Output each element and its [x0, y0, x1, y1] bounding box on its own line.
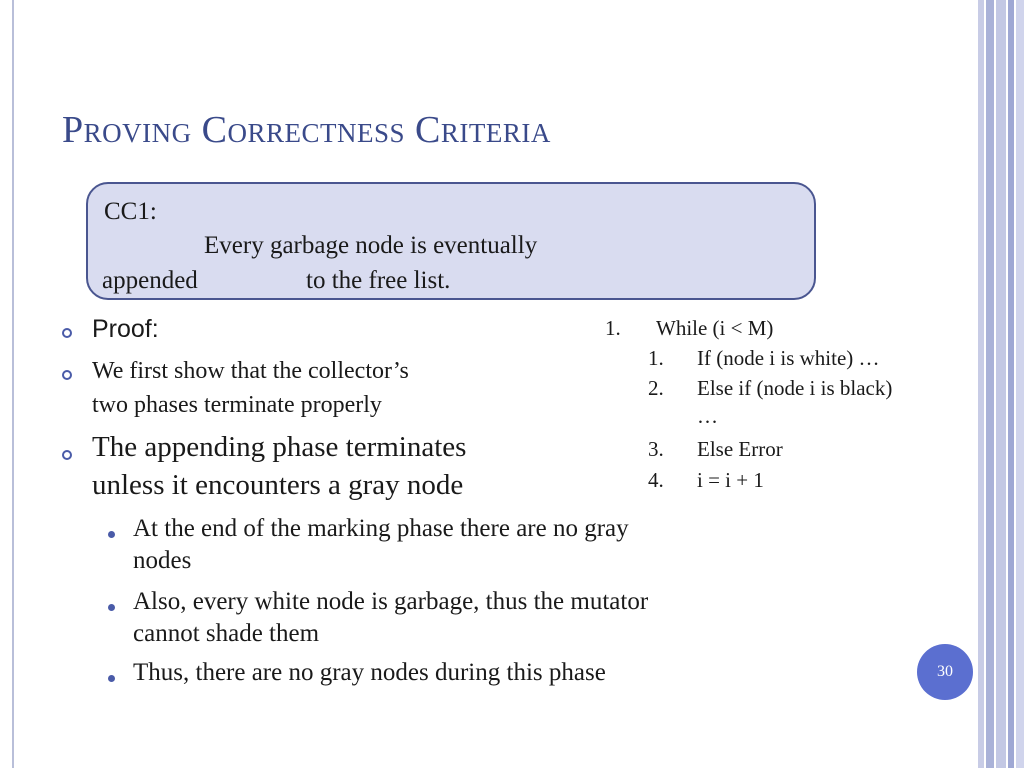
sub-bullet-marker [108, 604, 115, 611]
criteria-label: CC1: [104, 198, 157, 225]
bullet-text-line-1: We first show that the collector’s [92, 358, 409, 384]
bullet-text-line-1: The appending phase terminates [92, 431, 467, 463]
algo-num-1-3: 3. [648, 437, 664, 461]
algo-line-1-3: Else Error [697, 437, 783, 461]
algo-num-1-4: 4. [648, 468, 664, 492]
right-stripe-decoration [978, 0, 1024, 768]
algo-line-1-2-cont: … [697, 404, 718, 428]
algo-line-1: While (i < M) [656, 316, 774, 340]
algo-num-1-2: 2. [648, 376, 664, 400]
sub-bullet-text-line-2: nodes [133, 547, 192, 574]
bullet-marker [62, 328, 72, 338]
slide-title: Proving Correctness Criteria [62, 109, 551, 151]
criteria-line-1: Every garbage node is eventually [204, 232, 538, 259]
bullet-text-line-2: unless it encounters a gray node [92, 469, 464, 501]
bullet-text: Proof: [92, 315, 159, 343]
sub-bullet-text-line-1: Also, every white node is garbage, thus the mutator [133, 588, 649, 615]
bullet-text-line-2: two phases terminate properly [92, 392, 382, 418]
sub-bullet-marker [108, 531, 115, 538]
algo-line-1-2: Else if (node i is black) [697, 376, 893, 400]
algo-num-1-1: 1. [648, 346, 664, 370]
sub-bullet-text-line-1: Thus, there are no gray nodes during this phase [133, 659, 606, 686]
sub-bullet-text-line-1: At the end of the marking phase there are no gray [133, 515, 629, 542]
criteria-box [86, 182, 816, 300]
page-number-badge: 30 [917, 644, 973, 700]
algo-num-1: 1. [605, 316, 621, 340]
criteria-line-2a: appended [102, 267, 198, 294]
sub-bullet-text-line-2: cannot shade them [133, 620, 320, 647]
bullet-marker [62, 450, 72, 460]
left-border-decoration [0, 0, 14, 768]
algo-line-1-4: i = i + 1 [697, 468, 764, 492]
criteria-line-2b: to the free list. [306, 267, 451, 294]
bullet-marker [62, 370, 72, 380]
sub-bullet-marker [108, 675, 115, 682]
algo-line-1-1: If (node i is white) … [697, 346, 880, 370]
